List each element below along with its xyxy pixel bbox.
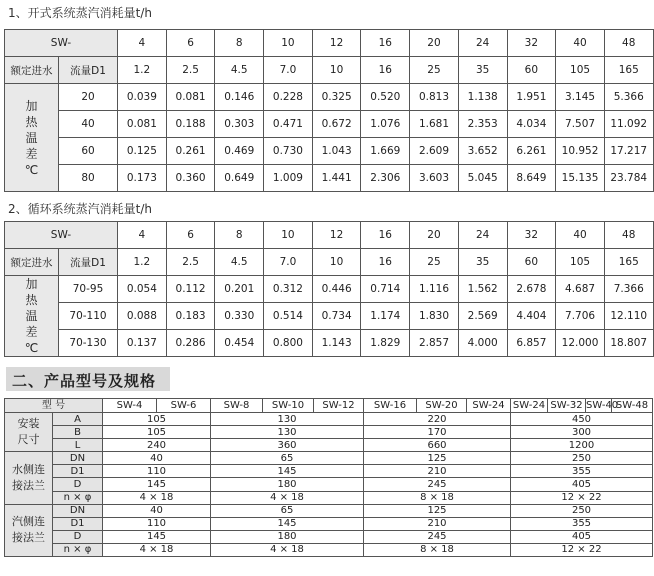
model-cell: 12: [312, 30, 361, 57]
value-cell: 0.514: [264, 303, 313, 330]
spec-cell: 65: [211, 452, 364, 465]
value-cell: 1.681: [410, 111, 459, 138]
flow-cell: 105: [556, 57, 605, 84]
value-cell: 1.076: [361, 111, 410, 138]
value-cell: 0.137: [118, 330, 167, 357]
value-cell: 0.649: [215, 165, 264, 192]
spec-cell: 300: [511, 426, 653, 439]
value-cell: 0.471: [264, 111, 313, 138]
steam-flange-group: [5, 504, 53, 556]
value-cell: 6.261: [507, 138, 556, 165]
spec-cell: 1200: [511, 439, 653, 452]
section3-heading: 二、产品型号及规格: [12, 372, 157, 390]
value-cell: 3.145: [556, 84, 605, 111]
flow-label-a: 额定进水: [5, 249, 59, 276]
value-cell: 0.039: [118, 84, 167, 111]
value-cell: 18.807: [604, 330, 653, 357]
table-row: [5, 249, 654, 276]
flow-cell: 25: [410, 57, 459, 84]
group-label-line: 接法兰: [12, 531, 45, 545]
table-row: [5, 530, 653, 543]
temp-diff-cell: 80: [59, 165, 118, 192]
value-cell: 2.609: [410, 138, 459, 165]
flow-cell: 7.0: [264, 57, 313, 84]
value-cell: 12.000: [556, 330, 605, 357]
table-row: [5, 84, 654, 111]
value-cell: 2.353: [458, 111, 507, 138]
value-cell: 1.441: [312, 165, 361, 192]
flow-cell: 1.2: [118, 57, 167, 84]
flow-cell: 60: [507, 249, 556, 276]
temp-label-char: 加: [25, 98, 38, 113]
group-label-line: 水侧连: [12, 462, 45, 476]
temp-diff-cell: 20: [59, 84, 118, 111]
spec-cell: 360: [211, 439, 364, 452]
value-cell: 0.446: [312, 276, 361, 303]
temp-label-char: ℃: [24, 162, 39, 177]
spec-cell: 660: [364, 439, 511, 452]
table-row: [5, 399, 653, 413]
value-cell: 0.183: [166, 303, 215, 330]
table-row: [5, 303, 654, 330]
temp-diff-cell: 70-95: [59, 276, 118, 303]
spec-cell: 180: [211, 478, 364, 491]
value-cell: 7.706: [556, 303, 605, 330]
value-cell: 5.045: [458, 165, 507, 192]
flow-cell: 60: [507, 57, 556, 84]
value-cell: 0.188: [166, 111, 215, 138]
spec-cell: 405: [511, 478, 653, 491]
value-cell: 1.043: [312, 138, 361, 165]
temp-diff-label: [5, 84, 59, 192]
section2-title: 2、循环系统蒸汽消耗量t/h: [8, 202, 152, 216]
temp-label-char: 温: [25, 309, 38, 323]
model-cell: 20: [410, 222, 459, 249]
sw-label: SW-: [5, 222, 118, 249]
spec-cell: 65: [211, 504, 364, 517]
row-label: n × φ: [53, 543, 103, 556]
spec-cell: 40: [103, 452, 211, 465]
flow-cell: 25: [410, 249, 459, 276]
value-cell: 1.829: [361, 330, 410, 357]
temp-diff-cell: 60: [59, 138, 118, 165]
value-cell: 0.286: [166, 330, 215, 357]
temp-label-char: 加: [25, 277, 38, 291]
row-label: D1: [53, 465, 103, 478]
group-label-line: 接法兰: [12, 478, 45, 492]
value-cell: 0.330: [215, 303, 264, 330]
group-label-line: 汽侧连: [12, 515, 45, 529]
model-cell: 40: [556, 30, 605, 57]
model-cell: 10: [264, 30, 313, 57]
model-cell: 8: [215, 30, 264, 57]
value-cell: 0.734: [312, 303, 361, 330]
value-cell: 0.730: [264, 138, 313, 165]
spec-cell: 355: [511, 517, 653, 530]
table-row: [5, 426, 653, 439]
table-row: [5, 413, 653, 426]
table-row: [5, 543, 653, 556]
spec-cell: 145: [211, 465, 364, 478]
spec-cell: 130: [211, 413, 364, 426]
row-label: n × φ: [53, 491, 103, 504]
value-cell: 7.366: [604, 276, 653, 303]
model-cell: 10: [264, 222, 313, 249]
value-cell: 1.562: [458, 276, 507, 303]
table-row: [5, 138, 654, 165]
temp-label-char: 温: [25, 130, 38, 145]
spec-cell: 40: [103, 504, 211, 517]
value-cell: 7.507: [556, 111, 605, 138]
spec-cell: 105: [103, 413, 211, 426]
value-cell: 4.034: [507, 111, 556, 138]
table-row: [5, 165, 654, 192]
value-cell: 1.830: [410, 303, 459, 330]
model-cell: 8: [215, 222, 264, 249]
spec-cell: 12 × 22: [511, 491, 653, 504]
value-cell: 10.952: [556, 138, 605, 165]
value-cell: 3.603: [410, 165, 459, 192]
temp-label-char: 热: [25, 114, 38, 129]
spec-cell: 110: [103, 465, 211, 478]
flow-cell: 7.0: [264, 249, 313, 276]
model-cell: 24: [458, 222, 507, 249]
model-cell: 4: [118, 222, 167, 249]
value-cell: 0.088: [118, 303, 167, 330]
value-cell: 0.714: [361, 276, 410, 303]
value-cell: 15.135: [556, 165, 605, 192]
spec-cell: 125: [364, 452, 511, 465]
value-cell: 0.125: [118, 138, 167, 165]
row-label: D1: [53, 517, 103, 530]
row-label: DN: [53, 452, 103, 465]
table-row: [5, 491, 653, 504]
value-cell: 0.081: [118, 111, 167, 138]
model-header: SW-6: [157, 399, 211, 413]
spec-cell: 250: [511, 452, 653, 465]
flow-label-b: 流量D1: [59, 249, 118, 276]
model-header: SW-40: [586, 400, 619, 411]
table-row: [5, 30, 654, 57]
value-cell: 1.669: [361, 138, 410, 165]
model-header: SW-10: [263, 399, 314, 413]
flow-cell: 16: [361, 249, 410, 276]
spec-cell: 245: [364, 478, 511, 491]
flow-label-b: 流量D1: [59, 57, 118, 84]
model-cell: 6: [166, 30, 215, 57]
sw-label: SW-: [5, 30, 118, 57]
flow-label-a: 额定进水: [5, 57, 59, 84]
spec-cell: 405: [511, 530, 653, 543]
table-row: [5, 439, 653, 452]
spec-cell: 355: [511, 465, 653, 478]
table-row: [5, 222, 654, 249]
model-header: SW-24: [467, 399, 511, 413]
group-label-line: 尺寸: [17, 433, 40, 447]
circulating-system-steam-table: [4, 221, 654, 357]
value-cell: 0.112: [166, 276, 215, 303]
temp-label-char: ℃: [24, 341, 39, 355]
spec-cell: 170: [364, 426, 511, 439]
model-spec-table: [4, 398, 653, 557]
spec-cell: 180: [211, 530, 364, 543]
value-cell: 4.000: [458, 330, 507, 357]
flow-cell: 10: [312, 57, 361, 84]
value-cell: 0.360: [166, 165, 215, 192]
model-cell: 24: [458, 30, 507, 57]
flow-cell: 165: [604, 57, 653, 84]
spec-cell: 110: [103, 517, 211, 530]
value-cell: 8.649: [507, 165, 556, 192]
value-cell: 11.092: [604, 111, 653, 138]
water-flange-group: [5, 452, 53, 504]
value-cell: 3.652: [458, 138, 507, 165]
table-row: [5, 465, 653, 478]
open-system-steam-table: [4, 29, 654, 192]
spec-cell: 450: [511, 413, 653, 426]
row-label: DN: [53, 504, 103, 517]
model-header: SW-20: [417, 399, 467, 413]
value-cell: 12.110: [604, 303, 653, 330]
model-cell: 20: [410, 30, 459, 57]
value-cell: 1.138: [458, 84, 507, 111]
spec-cell: 105: [103, 426, 211, 439]
model-label: 型 号: [5, 399, 103, 413]
temp-label-char: 差: [25, 325, 38, 339]
value-cell: 4.404: [507, 303, 556, 330]
group-label-line: 安装: [17, 417, 40, 431]
temp-diff-cell: 40: [59, 111, 118, 138]
model-cell: 12: [312, 222, 361, 249]
flow-cell: 2.5: [166, 249, 215, 276]
spec-cell: 145: [103, 530, 211, 543]
row-label: D: [53, 530, 103, 543]
flow-cell: 4.5: [215, 249, 264, 276]
value-cell: 0.054: [118, 276, 167, 303]
model-cell: 6: [166, 222, 215, 249]
value-cell: 0.201: [215, 276, 264, 303]
spec-cell: 125: [364, 504, 511, 517]
value-cell: 5.366: [604, 84, 653, 111]
value-cell: 23.784: [604, 165, 653, 192]
model-header: SW-12: [314, 399, 364, 413]
temp-diff-cell: 70-110: [59, 303, 118, 330]
value-cell: 4.687: [556, 276, 605, 303]
flow-cell: 4.5: [215, 57, 264, 84]
row-label: B: [53, 426, 103, 439]
row-label: A: [53, 413, 103, 426]
value-cell: 0.261: [166, 138, 215, 165]
spec-cell: 4 × 18: [103, 491, 211, 504]
spec-cell: 130: [211, 426, 364, 439]
value-cell: 6.857: [507, 330, 556, 357]
model-header: SW-32: [548, 399, 586, 413]
value-cell: 2.678: [507, 276, 556, 303]
model-header: SW-8: [211, 399, 263, 413]
value-cell: 0.146: [215, 84, 264, 111]
table-row: [5, 57, 654, 84]
value-cell: 0.454: [215, 330, 264, 357]
value-cell: 0.672: [312, 111, 361, 138]
spec-cell: 12 × 22: [511, 543, 653, 556]
value-cell: 0.469: [215, 138, 264, 165]
model-cell: 48: [604, 30, 653, 57]
table-row: [5, 478, 653, 491]
value-cell: 0.303: [215, 111, 264, 138]
table-row: [5, 452, 653, 465]
install-size-group: [5, 413, 53, 452]
temp-label-char: 差: [25, 146, 38, 161]
value-cell: 0.081: [166, 84, 215, 111]
model-header: SW-48: [612, 399, 653, 413]
spec-cell: 8 × 18: [364, 491, 511, 504]
value-cell: 1.143: [312, 330, 361, 357]
flow-cell: 35: [458, 249, 507, 276]
value-cell: 0.800: [264, 330, 313, 357]
table-row: [5, 517, 653, 530]
value-cell: 1.009: [264, 165, 313, 192]
model-cell: 4: [118, 30, 167, 57]
spec-cell: 240: [103, 439, 211, 452]
temp-label-char: 热: [25, 293, 38, 307]
table-row: [5, 276, 654, 303]
model-header: SW-16: [364, 399, 417, 413]
value-cell: 0.228: [264, 84, 313, 111]
table-row: [5, 330, 654, 357]
section1-title: 1、开式系统蒸汽消耗量t/h: [8, 6, 152, 20]
spec-cell: 4 × 18: [211, 491, 364, 504]
spec-cell: 210: [364, 465, 511, 478]
spec-cell: 4 × 18: [211, 543, 364, 556]
spec-cell: 210: [364, 517, 511, 530]
value-cell: 1.951: [507, 84, 556, 111]
flow-cell: 1.2: [118, 249, 167, 276]
table-row: [5, 111, 654, 138]
model-cell: 40: [556, 222, 605, 249]
flow-cell: 2.5: [166, 57, 215, 84]
spec-cell: 8 × 18: [364, 543, 511, 556]
value-cell: 2.857: [410, 330, 459, 357]
value-cell: 0.325: [312, 84, 361, 111]
spec-cell: 250: [511, 504, 653, 517]
model-header: SW-24: [511, 399, 548, 413]
value-cell: 0.312: [264, 276, 313, 303]
spec-cell: 245: [364, 530, 511, 543]
table-row: [5, 504, 653, 517]
temp-diff-label: [5, 276, 59, 357]
row-label: D: [53, 478, 103, 491]
value-cell: 0.813: [410, 84, 459, 111]
value-cell: 17.217: [604, 138, 653, 165]
model-cell: 32: [507, 222, 556, 249]
value-cell: 0.173: [118, 165, 167, 192]
row-label: L: [53, 439, 103, 452]
flow-cell: 10: [312, 249, 361, 276]
value-cell: 1.174: [361, 303, 410, 330]
value-cell: 2.569: [458, 303, 507, 330]
model-cell: 48: [604, 222, 653, 249]
value-cell: 1.116: [410, 276, 459, 303]
flow-cell: 35: [458, 57, 507, 84]
model-cell: 16: [361, 222, 410, 249]
value-cell: 0.520: [361, 84, 410, 111]
model-cell: 32: [507, 30, 556, 57]
temp-diff-cell: 70-130: [59, 330, 118, 357]
flow-cell: 16: [361, 57, 410, 84]
spec-cell: 4 × 18: [103, 543, 211, 556]
model-header: SW-4: [103, 399, 157, 413]
value-cell: 2.306: [361, 165, 410, 192]
model-cell: 16: [361, 30, 410, 57]
flow-cell: 165: [604, 249, 653, 276]
flow-cell: 105: [556, 249, 605, 276]
spec-cell: 145: [211, 517, 364, 530]
spec-cell: 220: [364, 413, 511, 426]
spec-cell: 145: [103, 478, 211, 491]
